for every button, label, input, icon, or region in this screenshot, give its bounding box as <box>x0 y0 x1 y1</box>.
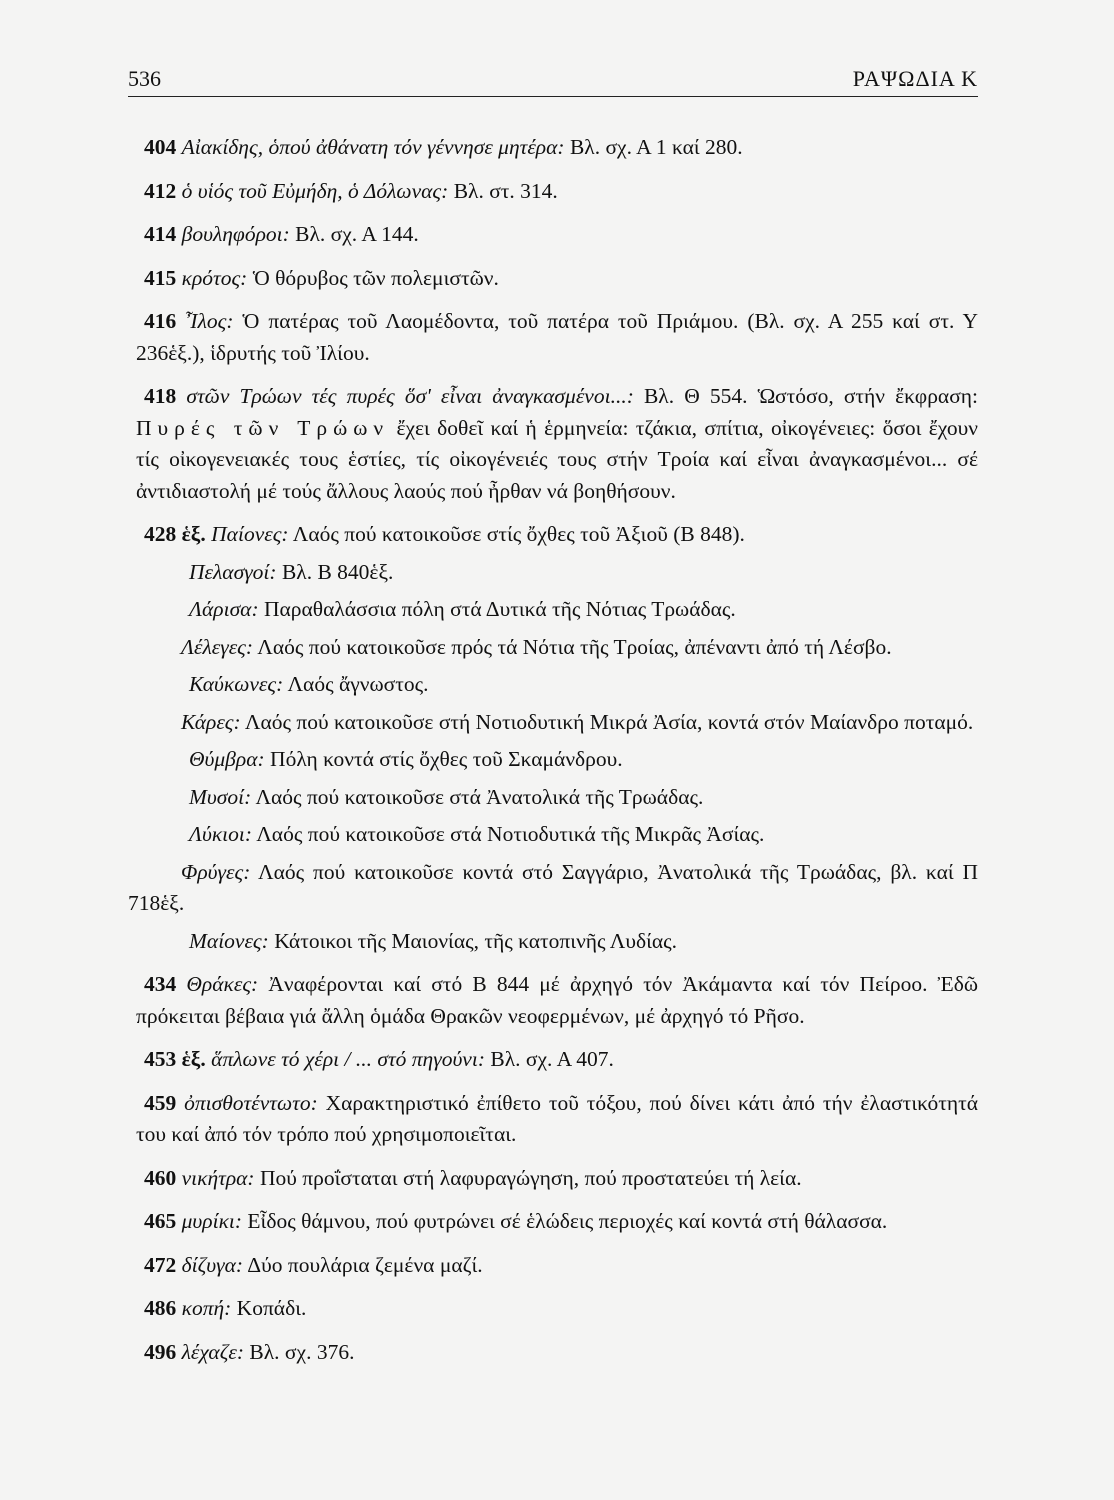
lemma: κοπή: <box>181 1296 232 1320</box>
note-text: Λαός πού κατοικοῦσε πρός τά Νότια τῆς Τροίας, ἀπέναντι ἀπό τή Λέσβο. <box>253 634 892 659</box>
verse-number: 472 <box>144 1252 177 1277</box>
note-496 <box>136 1337 978 1369</box>
note-472 <box>136 1250 978 1282</box>
running-title: ΡΑΨΩΔΙΑ Κ <box>852 66 978 91</box>
note-459 <box>136 1088 978 1151</box>
lemma: Παίονες: <box>211 522 289 546</box>
note-434 <box>136 969 978 1032</box>
subnote-lykioi <box>136 819 978 851</box>
subnote-fryges <box>128 857 978 920</box>
page-number: 536 <box>128 66 161 91</box>
lemma: Μαίονες: <box>189 928 269 953</box>
verse-number: 460 <box>144 1165 177 1190</box>
commentary-body <box>128 132 979 1368</box>
note-text: Λαός πού κατοικοῦσε στά Ἀνατολικά τῆς Τρωάδας. <box>251 784 704 809</box>
verse-number: 465 <box>144 1209 177 1233</box>
page-header <box>128 66 978 97</box>
note-text: Ὁ πατέρας τοῦ Λαομέδοντα, τοῦ πατέρα τοῦ Πριάμου. (Βλ. σχ. Α 255 καί στ. Υ 236ἑξ.), ἱδρυτής τοῦ Ἰλίου. <box>136 309 978 365</box>
verse-number: 486 <box>144 1296 177 1320</box>
verse-number: 415 <box>144 265 177 290</box>
note-text: Βλ. σχ. 376. <box>244 1339 355 1364</box>
verse-number: 404 <box>144 135 177 159</box>
subnote-kares <box>128 707 978 739</box>
verse-number: 412 <box>144 178 177 203</box>
lemma: Λέλεγες: <box>181 634 254 659</box>
note-text: Παραθαλάσσια πόλη στά Δυτικά τῆς Νότιας Τρωάδας. <box>258 597 736 621</box>
note-text: Ἀναφέρονται καί στό Β 844 μέ ἀρχηγό τόν Ἀκάμαντα καί τόν Πείροο. Ἐδῶ πρόκειται βέβαια γιά ἄλλη ὁμάδα Θρακῶν νεοφερμένων, μέ ἀρχηγό τό Ρῆσο. <box>136 972 979 1028</box>
spaced-phrase: Πυρές τῶν Τρώων <box>136 415 390 440</box>
note-486 <box>136 1293 978 1325</box>
verse-number: 459 <box>144 1090 177 1115</box>
note-text: Βλ. σχ. Α 144. <box>289 222 419 246</box>
lemma: Καύκωνες: <box>189 672 284 696</box>
subnote-mysoi <box>136 782 978 814</box>
note-text: Βλ. Θ 554. Ὡστόσο, στήν ἔκφραση: <box>633 384 979 408</box>
subnote-larisa <box>136 594 978 626</box>
lemma: κρότος: <box>181 265 248 290</box>
lemma: δίζυγα: <box>181 1252 244 1277</box>
lemma: βουληφόροι: <box>181 222 290 246</box>
note-418 <box>136 381 978 507</box>
lemma: Λάρισα: <box>189 597 259 621</box>
note-text: Χαρακτηριστικό ἐπίθετο τοῦ τόξου, πού δίνει κάτι ἀπό τήν ἐλαστικότητά του καί ἀπό τόν τρόπο πού χρησιμοποιεῖται. <box>136 1090 979 1146</box>
note-453 <box>136 1044 978 1076</box>
lemma: Αἰακίδης, ὁπού ἀθάνατη τόν γέννησε μητέρα: <box>181 135 565 159</box>
verse-number: 418 <box>144 384 177 408</box>
note-text: Πού προΐσταται στή λαφυραγώγηση, πού προστατεύει τή λεία. <box>254 1165 802 1190</box>
lemma: Μυσοί: <box>189 784 252 809</box>
lemma: Λύκιοι: <box>189 822 253 846</box>
note-text: Βλ. σχ. Α 407. <box>485 1047 614 1071</box>
note-text: ἔχει δοθεῖ καί ἡ ἑρμηνεία: τζάκια, σπίτια, οἰκογένειες: ὅσοι ἔχουν τίς οἰκογενειακές τους ἑστίες, τίς οἰκογένειές τους στήν Τροία καί εἶναι ἀναγκασμένοι... σέ ἀντιδιαστολή μέ τούς ἄλλους λαούς πού ἦρθαν νά βοηθήσουν. <box>136 415 978 503</box>
lemma: Πελασγοί: <box>189 559 277 584</box>
lemma: στῶν Τρώων τές πυρές ὅσ' εἶναι ἀναγκασμένοι...: <box>186 384 634 408</box>
note-text: Βλ. σχ. Α 1 καί 280. <box>564 135 743 159</box>
note-text: Βλ. Β 840ἑξ. <box>276 559 394 584</box>
subnote-kaukones <box>136 669 978 701</box>
subnote-leleges <box>128 632 978 664</box>
lemma: ὀπισθοτέντωτο: <box>184 1090 318 1115</box>
note-text: Λαός πού κατοικοῦσε στά Νοτιοδυτικά τῆς Μικρᾶς Ἀσίας. <box>252 822 765 846</box>
subnote-pelasgoi <box>136 557 978 589</box>
note-text: Πόλη κοντά στίς ὄχθες τοῦ Σκαμάνδρου. <box>264 747 623 771</box>
lemma: Θύμβρα: <box>189 747 265 771</box>
lemma: Ἶλος: <box>185 309 234 333</box>
note-text: Ὁ θόρυβος τῶν πολεμιστῶν. <box>247 265 499 290</box>
note-text: Κοπάδι. <box>231 1296 307 1320</box>
verse-number: 414 <box>144 222 177 246</box>
lemma: Κάρες: <box>181 709 241 734</box>
lemma: λέχαζε: <box>181 1339 245 1364</box>
lemma: νικήτρα: <box>181 1165 255 1190</box>
lemma: Θράκες: <box>186 972 259 996</box>
note-text: Λαός πού κατοικοῦσε στίς ὄχθες τοῦ Ἀξιοῦ (Β 848). <box>288 522 745 546</box>
note-text: Εἶδος θάμνου, πού φυτρώνει σέ ἑλώδεις περιοχές καί κοντά στή θάλασσα. <box>242 1209 888 1233</box>
note-416 <box>136 306 978 369</box>
note-460 <box>136 1163 978 1195</box>
verse-number: 496 <box>144 1339 177 1364</box>
verse-number: 453 ἑξ. <box>144 1047 206 1071</box>
lemma: ἅπλωνε τό χέρι / ... στό πηγούνι: <box>211 1047 485 1071</box>
note-428 <box>136 519 978 551</box>
lemma: ὁ υἱός τοῦ Εὐμήδη, ὁ Δόλωνας: <box>181 178 449 203</box>
note-412 <box>136 176 978 208</box>
verse-number: 434 <box>144 972 177 996</box>
note-404 <box>136 132 978 164</box>
note-414 <box>136 219 978 251</box>
verse-number: 416 <box>144 309 177 333</box>
note-text: Δύο πουλάρια ζεμένα μαζί. <box>243 1252 483 1277</box>
subnote-maiones <box>136 926 978 958</box>
note-text: Κάτοικοι τῆς Μαιονίας, τῆς κατοπινῆς Λυδίας. <box>268 928 678 953</box>
lemma: Φρύγες: <box>181 859 251 884</box>
note-text: Βλ. στ. 314. <box>448 178 558 203</box>
note-415 <box>136 263 978 295</box>
note-465 <box>136 1206 978 1238</box>
note-text: Λαός ἄγνωστος. <box>283 672 429 696</box>
lemma: μυρίκι: <box>181 1209 243 1233</box>
subnote-thymvra <box>136 744 978 776</box>
verse-number: 428 ἑξ. <box>144 522 206 546</box>
note-text: Λαός πού κατοικοῦσε στή Νοτιοδυτική Μικρά Ἀσία, κοντά στόν Μαίανδρο ποταμό. <box>240 709 974 734</box>
note-text: Λαός πού κατοικοῦσε κοντά στό Σαγγάριο, Ἀνατολικά τῆς Τρωάδας, βλ. καί Π 718ἑξ. <box>128 859 978 915</box>
